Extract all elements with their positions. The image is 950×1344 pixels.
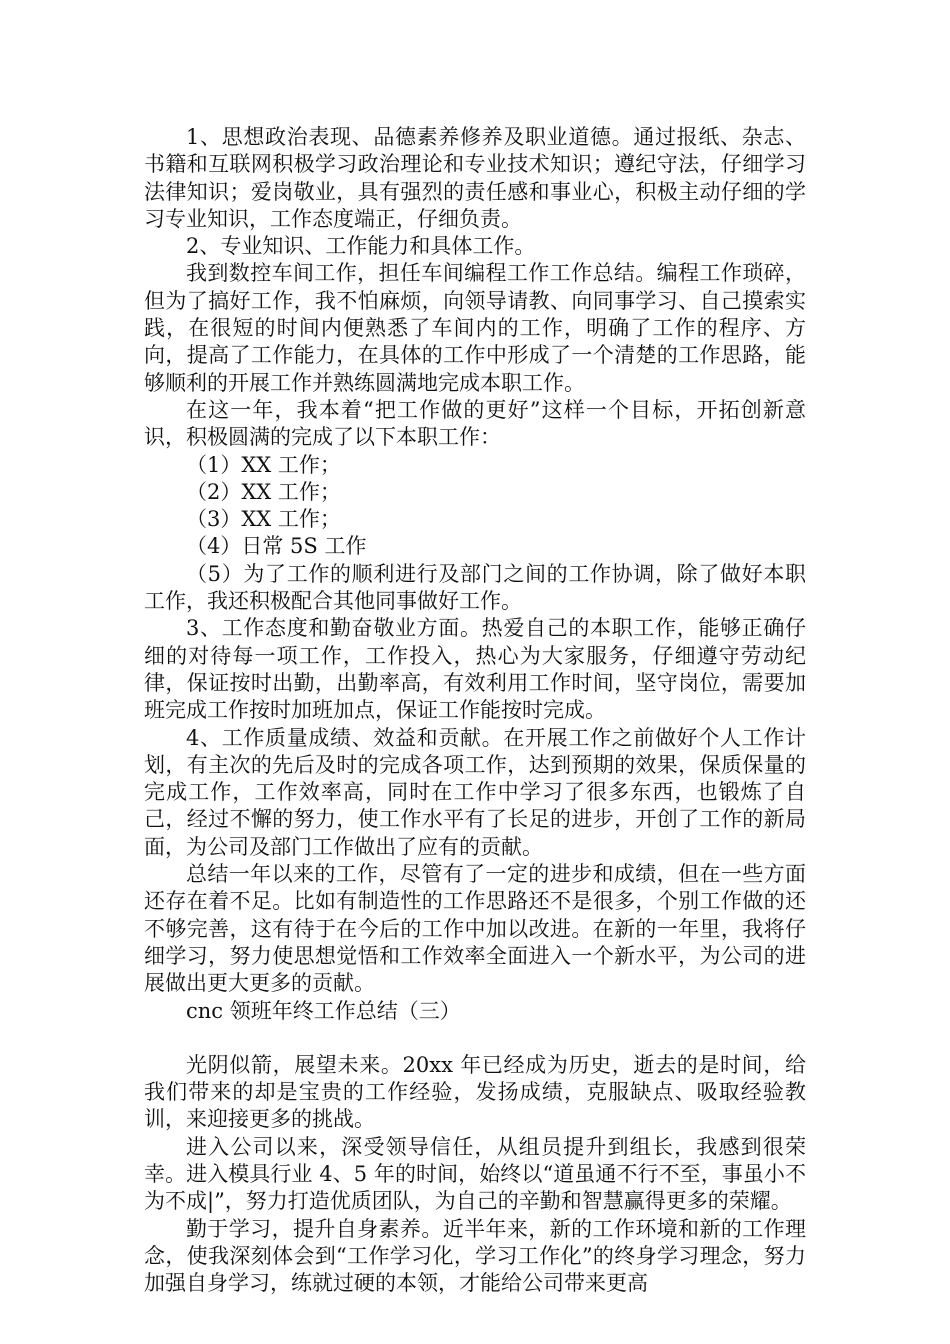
paragraph-summary: 总结一年以来的工作，尽管有了一定的进步和成绩，但在一些方面还存在着不足。比如有制造性的工作思路还不是很多，个别工作做的还不够完善，这有待于在今后的工作中加以改进。在新的一年里，我将仔细学习，努力使思想觉悟和工作效率全面进入一个新水平，为公司的进展做出更大更多的贡献。 <box>144 862 806 996</box>
paragraph-ideology: 1、思想政治表现、品德素养修养及职业道德。通过报纸、杂志、书籍和互联网积极学习政治理论和专业技术知识；遵纪守法，仔细学习法律知识；爱岗敬业，具有强烈的责任感和事业心，积极主动仔细的学习专业知识，工作态度端正，仔细负责。 <box>144 125 806 231</box>
list-item-2: （2）XX 工作； <box>186 479 341 504</box>
list-item-3: （3）XX 工作； <box>186 507 341 532</box>
paragraph-cnc-workshop: 我到数控车间工作，担任车间编程工作工作总结。编程工作琐碎，但为了搞好工作，我不怕麻烦，向领导请教、向同事学习、自己摸索实践，在很短的时间内便熟悉了车间内的工作，明确了工作的程序、方向，提高了工作能力，在具体的工作中形成了一个清楚的工作思路，能够顺利的开展工作并熟练圆满地完成本职工作。 <box>144 261 806 395</box>
section-heading: cnc 领班年终工作总结（三） <box>186 998 461 1023</box>
list-item-1: （1）XX 工作； <box>186 452 341 477</box>
paragraph-quality: 4、工作质量成绩、效益和贡献。在开展工作之前做好个人工作计划，有主次的先后及时的完成各项工作，达到预期的效果，保质保量的完成工作，工作效率高，同时在工作中学习了很多东西，也锻炼了自己，经过不懈的努力，使工作水平有了长足的进步，开创了工作的新局面，为公司及部门工作做出了应有的贡献。 <box>144 725 806 859</box>
paragraph-time: 光阴似箭，展望未来。20xx 年已经成为历史，逝去的是时间，给我们带来的却是宝贵的工作经验，发扬成绩，克服缺点、吸取经验教训，来迎接更多的挑战。 <box>144 1052 806 1132</box>
document-body <box>144 124 806 1297</box>
paragraph-attitude: 3、工作态度和勤奋敬业方面。热爱自己的本职工作，能够正确仔细的对待每一项工作，工作投入，热心为大家服务，仔细遵守劳动纪律，保证按时出勤，出勤率高，有效利用工作时间，坚守岗位，需要加班完成工作按时加班加点，保证工作能按时完成。 <box>144 616 806 723</box>
paragraph-year-goal: 在这一年，我本着“把工作做的更好”这样一个目标，开拓创新意识，积极圆满的完成了以下本职工作： <box>144 397 806 450</box>
list-item-4: （4）日常 5S 工作 <box>186 534 367 559</box>
paragraph-promotion: 进入公司以来，深受领导信任，从组员提升到组长，我感到很荣幸。进入模具行业 4、5 年的时间，始终以“道虽通不行不至，事虽小不为不成|”，努力打造优质团队，为自己的辛勤和智慧赢得更多的荣耀。 <box>144 1134 806 1214</box>
paragraph-learning: 勤于学习，提升自身素养。近半年来，新的工作环境和新的工作理念，使我深刻体会到“工作学习化，学习工作化”的终身学习理念，努力加强自身学习，练就过硬的本领，才能给公司带来更高 <box>144 1216 806 1296</box>
list-item-5: （5）为了工作的顺利进行及部门之间的工作协调，除了做好本职工作，我还积极配合其他同事做好工作。 <box>144 561 806 614</box>
paragraph-professional-heading: 2、专业知识、工作能力和具体工作。 <box>186 234 536 259</box>
section-spacer <box>144 1025 806 1052</box>
